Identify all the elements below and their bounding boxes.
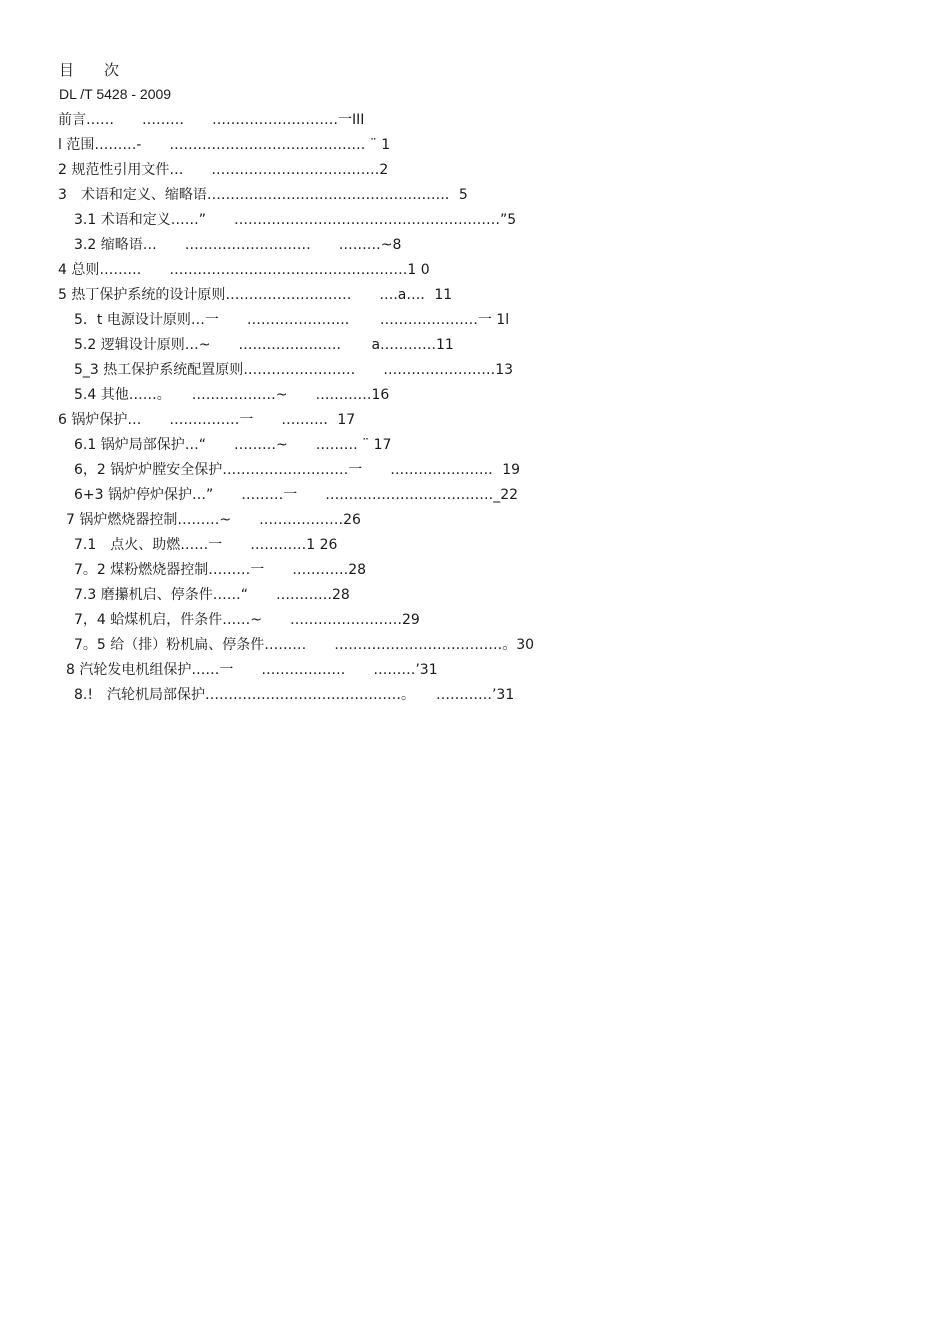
toc-entry-foreword: 前言…… ……… ………………………一III bbox=[58, 112, 365, 128]
toc-entry-3-1: 3.1 术语和定义……” …………………………………………………”5 bbox=[74, 212, 517, 228]
toc-entry-turbine-generator-protection: 8 汽轮发电机组保护……一 ……………… ………’31 bbox=[66, 662, 438, 678]
toc-title: 目 次 bbox=[59, 61, 120, 79]
document-code: DL /T 5428 - 2009 bbox=[59, 86, 172, 102]
toc-entry-6-1: 6.1 锅炉局部保护…“ ………~ ……… ¨ 17 bbox=[74, 437, 392, 453]
toc-entry-7-4: 7，4 蛤煤机启，件条件……~ ……………………29 bbox=[74, 612, 420, 628]
toc-entry-7-3: 7.3 磨攥机启、停条件……“ …………28 bbox=[74, 587, 350, 603]
toc-entry-7-1: 7.1 点火、助燃……一 …………1 26 bbox=[74, 537, 338, 553]
toc-entry-7-5: 7。5 给（排）粉机扁、停条件……… ………………………………。30 bbox=[74, 637, 535, 653]
toc-entry-general: 4 总则……… ……………………………………………1 0 bbox=[58, 262, 430, 278]
toc-entry-5-4: 5.4 其他……。 ………………~ …………16 bbox=[74, 387, 390, 403]
toc-entry-3-2: 3.2 缩略语… ……………………… ………~8 bbox=[74, 237, 402, 253]
toc-entry-6-2: 6，2 锅炉炉膛安全保护………………………一 …………………．19 bbox=[74, 462, 521, 478]
toc-entry-8-1: 8.! 汽轮机局部保护……………………………………。 …………’31 bbox=[74, 687, 515, 703]
toc-entry-burner-control: 7 锅炉燃烧器控制………~ ………………26 bbox=[66, 512, 361, 528]
toc-entry-normative-references: 2 规范性引用文件… ………………………………2 bbox=[58, 162, 389, 178]
toc-entry-5-2: 5.2 逻辑设计原则…~ …………………． a…………11 bbox=[74, 337, 454, 353]
toc-entry-terms-definitions: 3 术语和定义、缩略语……………………………………………．5 bbox=[58, 187, 468, 203]
toc-entry-7-2: 7。2 煤粉燃烧器控制………一 …………28 bbox=[74, 562, 367, 578]
toc-entry-scope: l 范围………- …………………………………… ¨ 1 bbox=[58, 137, 391, 153]
toc-entry-6-3: 6+3 锅炉停炉保护…” ………一 ………………………………_22 bbox=[74, 487, 519, 503]
toc-entry-boiler-protection: 6 锅炉保护… ……………一 ………．17 bbox=[58, 412, 356, 428]
toc-entry-design-principles: 5 热丁保护系统的设计原则……………………… ….a…．11 bbox=[58, 287, 453, 303]
toc-entry-5-3: 5_3 热工保护系统配置原则…………………… ……………………13 bbox=[74, 362, 514, 378]
toc-entry-5-1: 5．t 电源设计原则…一 …………………． …………………一 1l bbox=[74, 312, 510, 328]
